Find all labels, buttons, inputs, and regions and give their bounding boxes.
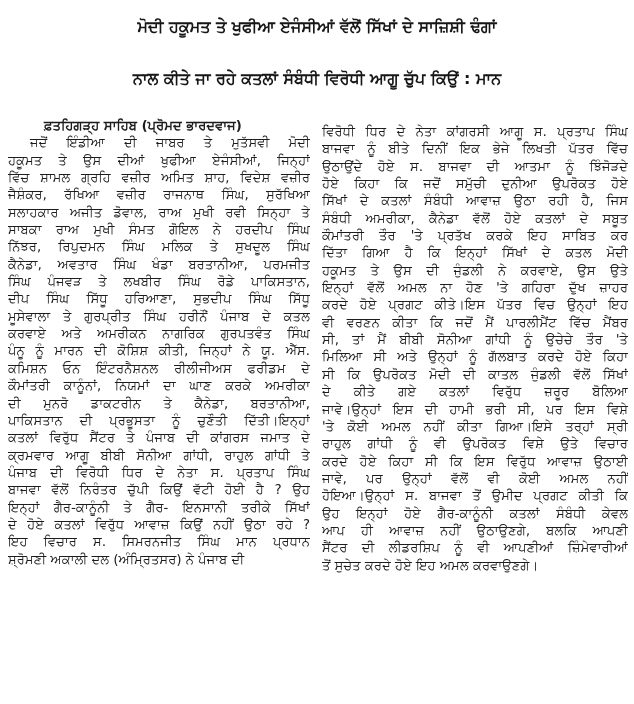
- text-line: ਦਿੱਤਾ ਗਿਆ ਹੈ ਕਿ ਇਨ੍ਹਾਂ ਸਿੱਖਾਂ ਦੇ ਕਤਲ ਮੋਦੀ: [322, 246, 628, 262]
- headline-line-2: ਨਾਲ ਕੀਤੇ ਜਾ ਰਹੇ ਕਤਲਾਂ ਸੰਬੰਧੀ ਵਿਰੋਧੀ ਆਗੂ ਚੁੱਪ ਕਿਉਂ : ਮਾਨ: [132, 69, 502, 88]
- text-line: ਕੌਮਾਂਤਰੀ ਕਾਨੂੰਨਾਂ, ਨਿਯਮਾਂ ਦਾ ਘਾਣ ਕਰਕੇ ਅਮਰੀਕਾ: [8, 379, 310, 395]
- text-line: ਦੇ ਕੀਤੇ ਗਏ ਕਤਲਾਂ ਵਿਰੁੱਧ ਜ਼ਰੂਰ ਬੋਲਿਆ: [322, 385, 628, 401]
- text-line: ਸਿੰਘ ਪੰਜਵੜ ਤੇ ਲਖਬੀਰ ਸਿੰਘ ਰੋਡੇ ਪਾਕਿਸਤਾਨ,: [8, 275, 310, 291]
- text-line: ਸੀ ਕਿ ਉਪਰੋਕਤ ਮੋਦੀ ਦੀ ਕਾਤਲ ਜੁੰਡਲੀ ਵੱਲੋਂ ਸਿੱਖਾਂ: [322, 367, 628, 383]
- text-line: ਜੈਸ਼ੰਕਰ, ਰੱਖਿਆ ਵਜ਼ੀਰ ਰਾਜਨਾਥ ਸਿੰਘ, ਸੁਰੱਖਿਆ: [8, 188, 310, 204]
- text-line: ਤੋਂ ਸੁਚੇਤ ਕਰਦੇ ਹੋਏ ਇਹ ਅਮਲ ਕਰਵਾਉਣਗੇ।: [322, 558, 539, 574]
- text-line: ਆਪ ਹੀ ਆਵਾਜ਼ ਨਹੀਂ ਉਠਾਉਣਗੇ, ਬਲਕਿ ਆਪਣੀ: [322, 523, 628, 539]
- text-line: ਇਨ੍ਹਾਂ ਵੱਲੋਂ ਅਮਲ ਨਾ ਹੋਣ 'ਤੇ ਗਹਿਰਾ ਦੁੱਖ ਜ਼ਾਹਰ: [322, 281, 628, 297]
- text-line: ਸੈਂਟਰ ਦੀ ਲੀਡਰਸ਼ਿਪ ਨੂੰ ਵੀ ਆਪਣੀਆਂ ਜ਼ਿੰਮੇਵਾਰੀਆਂ: [322, 541, 628, 557]
- article-column-right: [322, 124, 628, 575]
- text-line: ਸੰਬੰਧੀ ਅਮਰੀਕਾ, ਕੈਨੇਡਾ ਵੱਲੋਂ ਹੋਏ ਕਤਲਾਂ ਦੇ ਸਬੂਤ: [322, 211, 628, 227]
- article-column-left: [8, 118, 310, 569]
- headline-line-1: ਮੋਦੀ ਹਕੂਮਤ ਤੇ ਖੁਫੀਆ ਏਜੰਸੀਆਂ ਵੱਲੋਂ ਸਿੱਖਾਂ ਦੇ ਸਾਜ਼ਿਸ਼ੀ ਢੰਗਾਂ: [137, 17, 497, 36]
- text-line: ਸਿੱਖਾਂ ਦੇ ਕਤਲਾਂ ਸੰਬੰਧੀ ਆਵਾਜ਼ ਉਠਾ ਰਹੀ ਹੈ, ਜਿਸ: [322, 194, 628, 210]
- text-line: ਜਦੋਂ ਇੰਡੀਆ ਦੀ ਜਾਬਰ ਤੇ ਮੁਤੱਸਵੀ ਮੋਦੀ: [30, 136, 310, 152]
- text-line: ਕਮਿਸ਼ਨ ਓਨ ਇੰਟਰਨੈਸ਼ਨਲ ਰੀਲੀਜੀਅਸ ਫਰੀਡਮ ਦੇ: [8, 361, 310, 377]
- headline: [0, 0, 634, 108]
- text-line: ਕਰਵਾਏ ਅਤੇ ਅਮਰੀਕਨ ਨਾਗਰਿਕ ਗੁਰਪਤਵੰਤ ਸਿੰਘ: [8, 327, 310, 343]
- text-line: ਰਾਹੁਲ ਗਾਂਧੀ ਨੂੰ ਵੀ ਉਪਰੋਕਤ ਵਿਸ਼ੇ ਉਤੇ ਵਿਚਾਰ: [322, 437, 628, 453]
- text-line: ਦੀ ਮੁਨਰੋ ਡਾਕਟਰੀਨ ਤੇ ਕੈਨੇਡਾ, ਬਰਤਾਨੀਆ,: [8, 396, 310, 412]
- text-line: ਵਿੱਚ ਸ਼ਾਮਲ ਗ੍ਰਹਿ ਵਜ਼ੀਰ ਅਮਿਤ ਸ਼ਾਹ, ਵਿਦੇਸ਼ ਵਜ਼ੀਰ: [8, 171, 310, 187]
- dateline: ਫ਼ਤਹਿਗੜ੍ਹ ਸਾਹਿਬ (ਪ੍ਰੋਮਦ ਭਾਰਦਵਾਜ): [44, 119, 242, 134]
- text-line: ਇਨ੍ਹਾਂ ਗੈਰ-ਕਾਨੂੰਨੀ ਤੇ ਗੈਰ- ਇਨਸਾਨੀ ਤਰੀਕੇ ਸਿੱਖਾਂ: [8, 500, 310, 516]
- text-line: ਜਾਵੇ।ਉਨ੍ਹਾਂ ਇਸ ਦੀ ਹਾਮੀ ਭਰੀ ਸੀ, ਪਰ ਇਸ ਵਿਸ਼ੇ: [322, 402, 628, 418]
- text-line: ਕਰਦੇ ਹੋਏ ਪ੍ਰਗਟ ਕੀਤੇ।ਇਸ ਪੱਤਰ ਵਿਚ ਉਨ੍ਹਾਂ ਇਹ: [322, 298, 628, 314]
- text-line: ਹੋਏ ਕਿਹਾ ਕਿ ਜਦੋਂ ਸਮੁੱਚੀ ਦੁਨੀਆ ਉਪਰੋਕਤ ਹੋਏ: [322, 177, 628, 193]
- text-line: ਪੰਨੂ ਨੂੰ ਮਾਰਨ ਦੀ ਕੋਸ਼ਿਸ਼ ਕੀਤੀ, ਜਿਨ੍ਹਾਂ ਨੇ ਯੂ. ਐੱਸ.: [8, 344, 310, 360]
- text-line: ਵੀ ਵਰਣਨ ਕੀਤਾ ਕਿ ਜਦੋਂ ਮੈਂ ਪਾਰਲੀਮੈਂਟ ਵਿੱਚ ਮੈਂਬਰ: [322, 315, 628, 331]
- text-line: ਸੀ, ਤਾਂ ਮੈਂ ਬੀਬੀ ਸੋਨੀਆ ਗਾਂਧੀ ਨੂੰ ਉਚੇਚੇ ਤੌਰ 'ਤੇ: [322, 333, 628, 349]
- text-line: ਉਠਾਉਂਦੇ ਹੋਏ ਸ. ਬਾਜਵਾ ਦੀ ਆਤਮਾ ਨੂੰ ਝਿੰਜੋੜਦੇ: [322, 159, 628, 175]
- text-line: ਇਹ ਵਿਚਾਰ ਸ. ਸਿਮਰਨਜੀਤ ਸਿੰਘ ਮਾਨ ਪ੍ਰਧਾਨ: [8, 535, 310, 551]
- text-line: ਮਿਲਿਆ ਸੀ ਅਤੇ ਉਨ੍ਹਾਂ ਨੂੰ ਗੱਲਬਾਤ ਕਰਦੇ ਹੋਏ ਕਿਹਾ: [322, 350, 628, 366]
- text-line: 'ਤੇ ਕੋਈ ਅਮਲ ਨਹੀਂ ਕੀਤਾ ਗਿਆ।ਇਸੇ ਤਰ੍ਹਾਂ ਸ੍ਰੀ: [322, 419, 628, 435]
- text-line: ਹਕੂਮਤ ਤੇ ਉਸ ਦੀ ਜੁੰਡਲੀ ਨੇ ਕਰਵਾਏ, ਉਸ ਉਤੇ: [322, 263, 628, 279]
- text-line: ਪੰਜਾਬ ਦੀ ਵਿਰੋਧੀ ਧਿਰ ਦੇ ਨੇਤਾ ਸ. ਪ੍ਰਤਾਪ ਸਿੰਘ: [8, 465, 310, 481]
- text-line: ਕਰਦੇ ਹੋਏ ਕਿਹਾ ਸੀ ਕਿ ਇਸ ਵਿਰੁੱਧ ਆਵਾਜ਼ ਉਠਾਈ: [322, 454, 628, 470]
- text-line: ਹੋਇਆ।ਉਨ੍ਹਾਂ ਸ. ਬਾਜਵਾ ਤੋਂ ਉਮੀਦ ਪ੍ਰਗਟ ਕੀਤੀ ਕਿ: [322, 489, 628, 505]
- text-line: ਸ਼੍ਰੋਮਣੀ ਅਕਾਲੀ ਦਲ (ਅੰਮ੍ਰਿਤਸਰ) ਨੇ ਪੰਜਾਬ ਦੀ: [8, 552, 245, 568]
- text-line: ਨਿੱਝਰ, ਰਿਪੁਦਮਨ ਸਿੰਘ ਮਲਿਕ ਤੇ ਸੁਖਦੂਲ ਸਿੰਘ: [8, 240, 310, 256]
- text-line: ਹਕੂਮਤ ਤੇ ਉਸ ਦੀਆਂ ਖੁਫੀਆ ਏਜੰਸੀਆਂ, ਜਿਨ੍ਹਾਂ: [8, 153, 310, 169]
- text-line: ਸਲਾਹਕਾਰ ਅਜੀਤ ਡੋਵਾਲ, ਰਾਅ ਮੁਖੀ ਰਵੀ ਸਿਨ੍ਹਾ ਤੇ: [8, 205, 310, 221]
- text-line: ਦੇ ਹੋਏ ਕਤਲਾਂ ਵਿਰੁੱਧ ਆਵਾਜ਼ ਕਿਉਂ ਨਹੀਂ ਉਠਾ ਰਹੇ ?: [8, 517, 310, 533]
- text-line: ਮੂਸੇਵਾਲਾ ਤੇ ਗੁਰਪ੍ਰੀਤ ਸਿੰਘ ਹਰੀਨੌਂ ਪੰਜਾਬ ਦੇ ਕਤਲ: [8, 309, 310, 325]
- text-line: ਕਤਲਾਂ ਵਿਰੁੱਧ ਸੈਂਟਰ ਤੇ ਪੰਜਾਬ ਦੀ ਕਾਂਗਰਸ ਜਮਾਤ ਦੇ: [8, 431, 310, 447]
- text-line: ਕੈਨੇਡਾ, ਅਵਤਾਰ ਸਿੰਘ ਖੰਡਾ ਬਰਤਾਨੀਆ, ਪਰਮਜੀਤ: [8, 257, 310, 273]
- text-line: ਬਾਜਵਾ ਵੱਲੋਂ ਨਿਰੰਤਰ ਚੁੱਪੀ ਕਿਉਂ ਵੱਟੀ ਹੋਈ ਹੈ ? ਉਹ: [8, 483, 310, 499]
- text-line: ਕੌਮਾਂਤਰੀ ਤੌਰ 'ਤੇ ਪ੍ਰਤੱਖ ਕਰਕੇ ਇਹ ਸਾਬਿਤ ਕਰ: [322, 229, 628, 245]
- text-line: ਦੀਪ ਸਿੰਘ ਸਿੱਧੂ ਹਰਿਆਣਾ, ਸੁਭਦੀਪ ਸਿੰਘ ਸਿੱਧੂ: [8, 292, 310, 308]
- text-line: ਬਾਜਵਾ ਨੂੰ ਬੀਤੇ ਦਿਨੀਂ ਇਕ ਭੇਜੇ ਲਿਖਤੀ ਪੱਤਰ ਵਿੱਚ: [322, 142, 628, 158]
- text-line: ਸਾਬਕਾ ਰਾਅ ਮੁਖੀ ਸੰਮਤ ਗੋਇਲ ਨੇ ਹਰਦੀਪ ਸਿੰਘ: [8, 223, 310, 239]
- text-line: ਉਹ ਇਨ੍ਹਾਂ ਹੋਏ ਗੈਰ-ਕਾਨੂੰਨੀ ਕਤਲਾਂ ਸੰਬੰਧੀ ਕੇਵਲ: [322, 506, 628, 522]
- text-line: ਪਾਕਿਸਤਾਨ ਦੀ ਪ੍ਰਭੂਸਤਾ ਨੂੰ ਚੁਣੌਤੀ ਦਿੱਤੀ।ਇਨ੍ਹਾਂ: [8, 413, 310, 429]
- text-line: ਕ੍ਰਮਵਾਰ ਆਗੂ ਬੀਬੀ ਸੋਨੀਆ ਗਾਂਧੀ, ਰਾਹੁਲ ਗਾਂਧੀ ਤੇ: [8, 448, 310, 464]
- text-line: ਜਾਵੇ, ਪਰ ਉਨ੍ਹਾਂ ਵੱਲੋਂ ਵੀ ਕੋਈ ਅਮਲ ਨਹੀਂ: [322, 471, 628, 487]
- text-line: ਵਿਰੋਧੀ ਧਿਰ ਦੇ ਨੇਤਾ ਕਾਂਗਰਸੀ ਆਗੂ ਸ. ਪ੍ਰਤਾਪ ਸਿੰਘ: [322, 125, 628, 140]
